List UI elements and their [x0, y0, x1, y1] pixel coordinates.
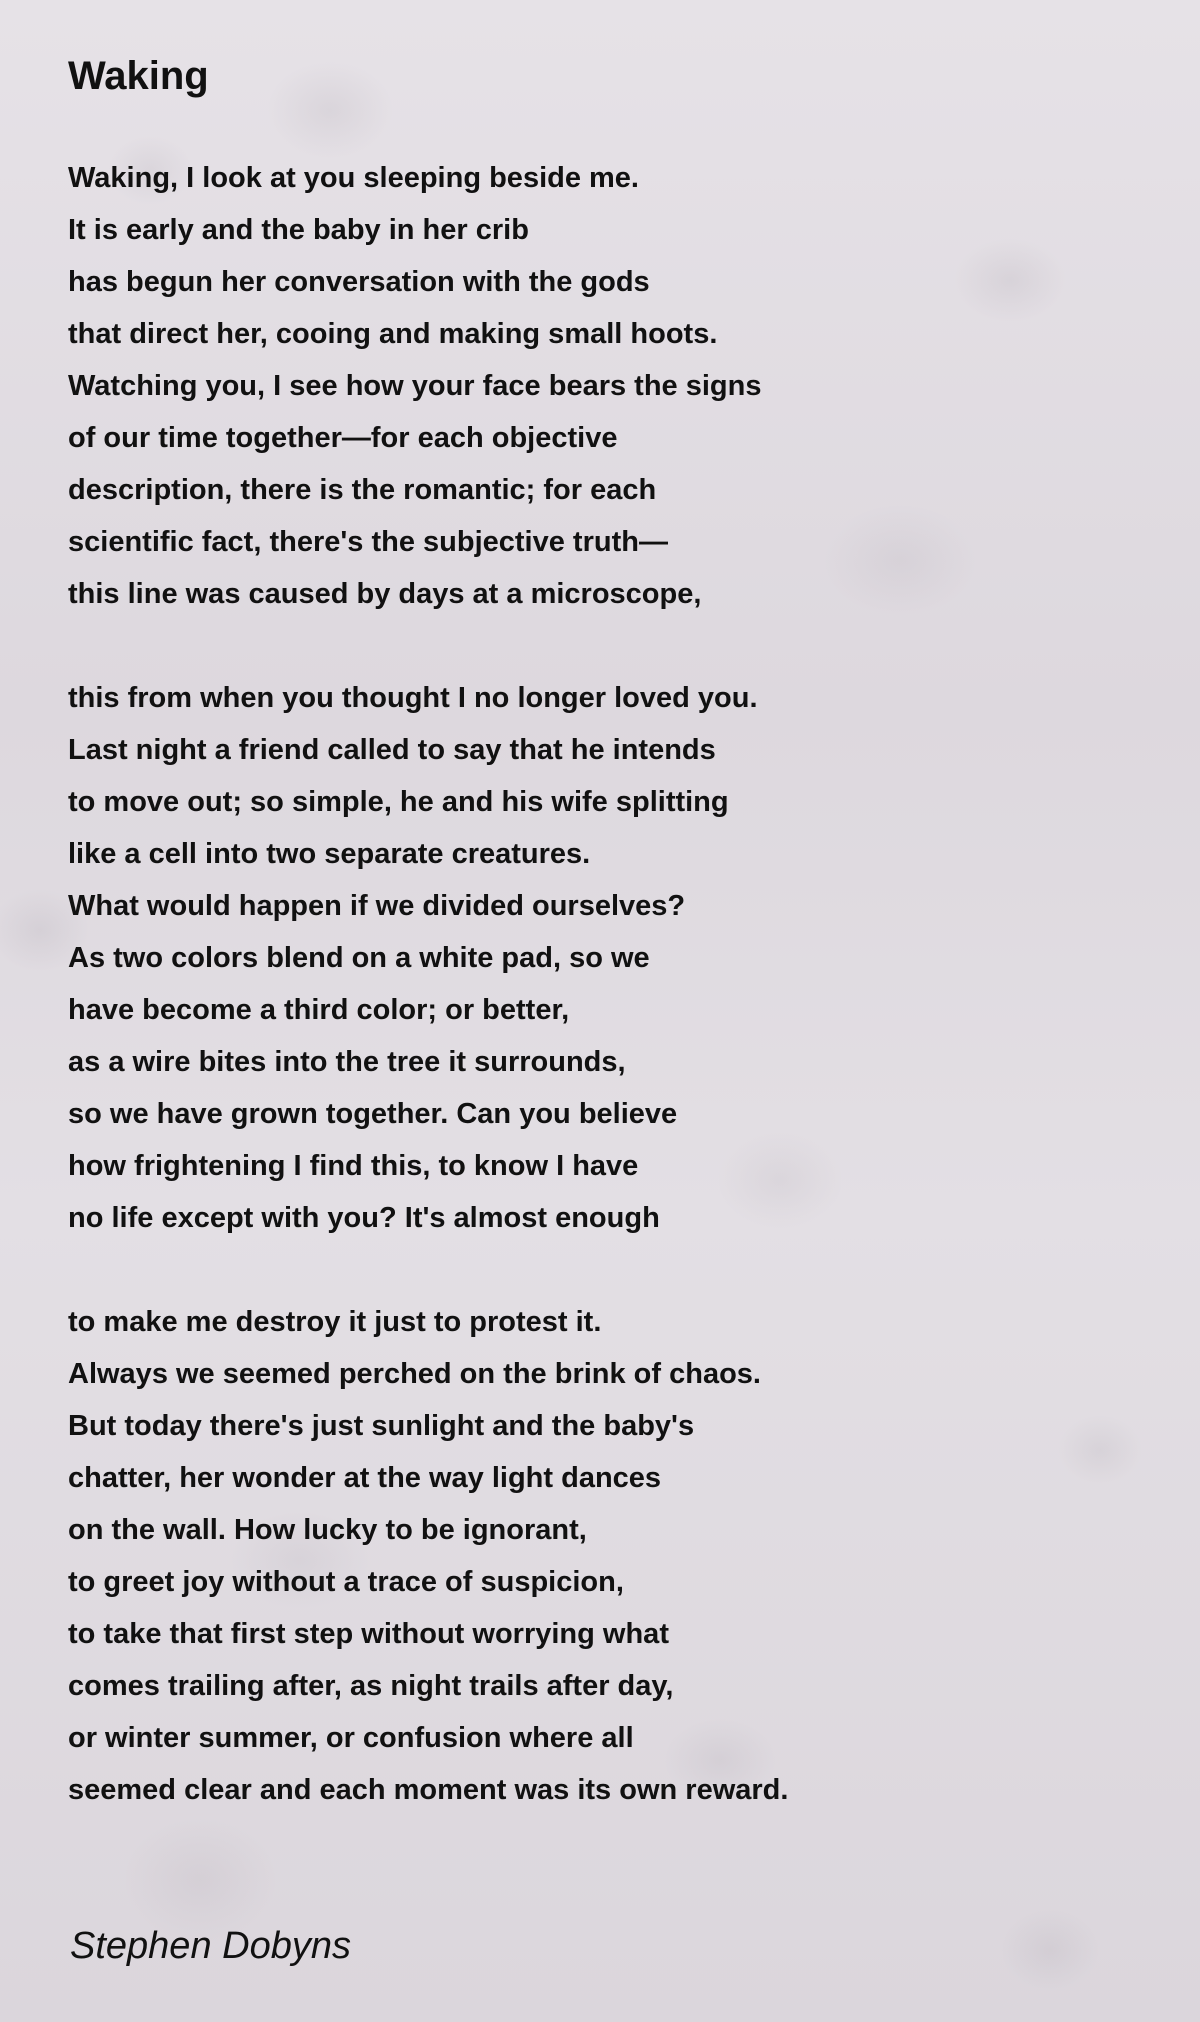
poem-line: What would happen if we divided ourselves?: [68, 890, 686, 922]
poem-line: this line was caused by days at a microscope,: [68, 578, 702, 610]
stanza-3: [68, 1296, 1148, 1816]
poem-author: Stephen Dobyns: [70, 1925, 351, 1967]
poem-line: Always we seemed perched on the brink of chaos.: [68, 1358, 761, 1390]
poem-line: Waking, I look at you sleeping beside me.: [68, 162, 639, 194]
poem-line: to make me destroy it just to protest it.: [68, 1306, 602, 1338]
poem-line: description, there is the romantic; for each: [68, 474, 657, 506]
poem-line: as a wire bites into the tree it surrounds,: [68, 1046, 626, 1078]
poem-line: no life except with you? It's almost enough: [68, 1202, 660, 1234]
poem-title: Waking: [68, 54, 209, 98]
poem-line: Last night a friend called to say that he intends: [68, 734, 716, 766]
poem-line: Watching you, I see how your face bears the signs: [68, 370, 762, 402]
poem-line: to move out; so simple, he and his wife splitting: [68, 786, 729, 818]
poem-line: have become a third color; or better,: [68, 994, 570, 1026]
poem-line: It is early and the baby in her crib: [68, 214, 529, 246]
poem-line: chatter, her wonder at the way light dances: [68, 1462, 662, 1494]
poem-line: that direct her, cooing and making small hoots.: [68, 318, 718, 350]
poem-line: As two colors blend on a white pad, so we: [68, 942, 650, 974]
poem-line: to greet joy without a trace of suspicion,: [68, 1566, 624, 1598]
poem-line: this from when you thought I no longer loved you.: [68, 682, 758, 714]
poem-line: to take that first step without worrying what: [68, 1618, 669, 1650]
poem-line: seemed clear and each moment was its own reward.: [68, 1774, 789, 1806]
poem-line: like a cell into two separate creatures.: [68, 838, 591, 870]
poem-line: of our time together—for each objective: [68, 422, 618, 454]
poem-line: how frightening I find this, to know I have: [68, 1150, 639, 1182]
poem-line: so we have grown together. Can you believe: [68, 1098, 678, 1130]
poem-line: or winter summer, or confusion where all: [68, 1722, 634, 1754]
poem-line: comes trailing after, as night trails after day,: [68, 1670, 674, 1702]
stanza-2: [68, 672, 1148, 1244]
poem-line: on the wall. How lucky to be ignorant,: [68, 1514, 587, 1546]
poem-body: [68, 152, 1148, 1868]
poem-line: But today there's just sunlight and the baby's: [68, 1410, 695, 1442]
poem-line: scientific fact, there's the subjective truth—: [68, 526, 668, 558]
stanza-1: [68, 152, 1148, 620]
poem-line: has begun her conversation with the gods: [68, 266, 650, 298]
